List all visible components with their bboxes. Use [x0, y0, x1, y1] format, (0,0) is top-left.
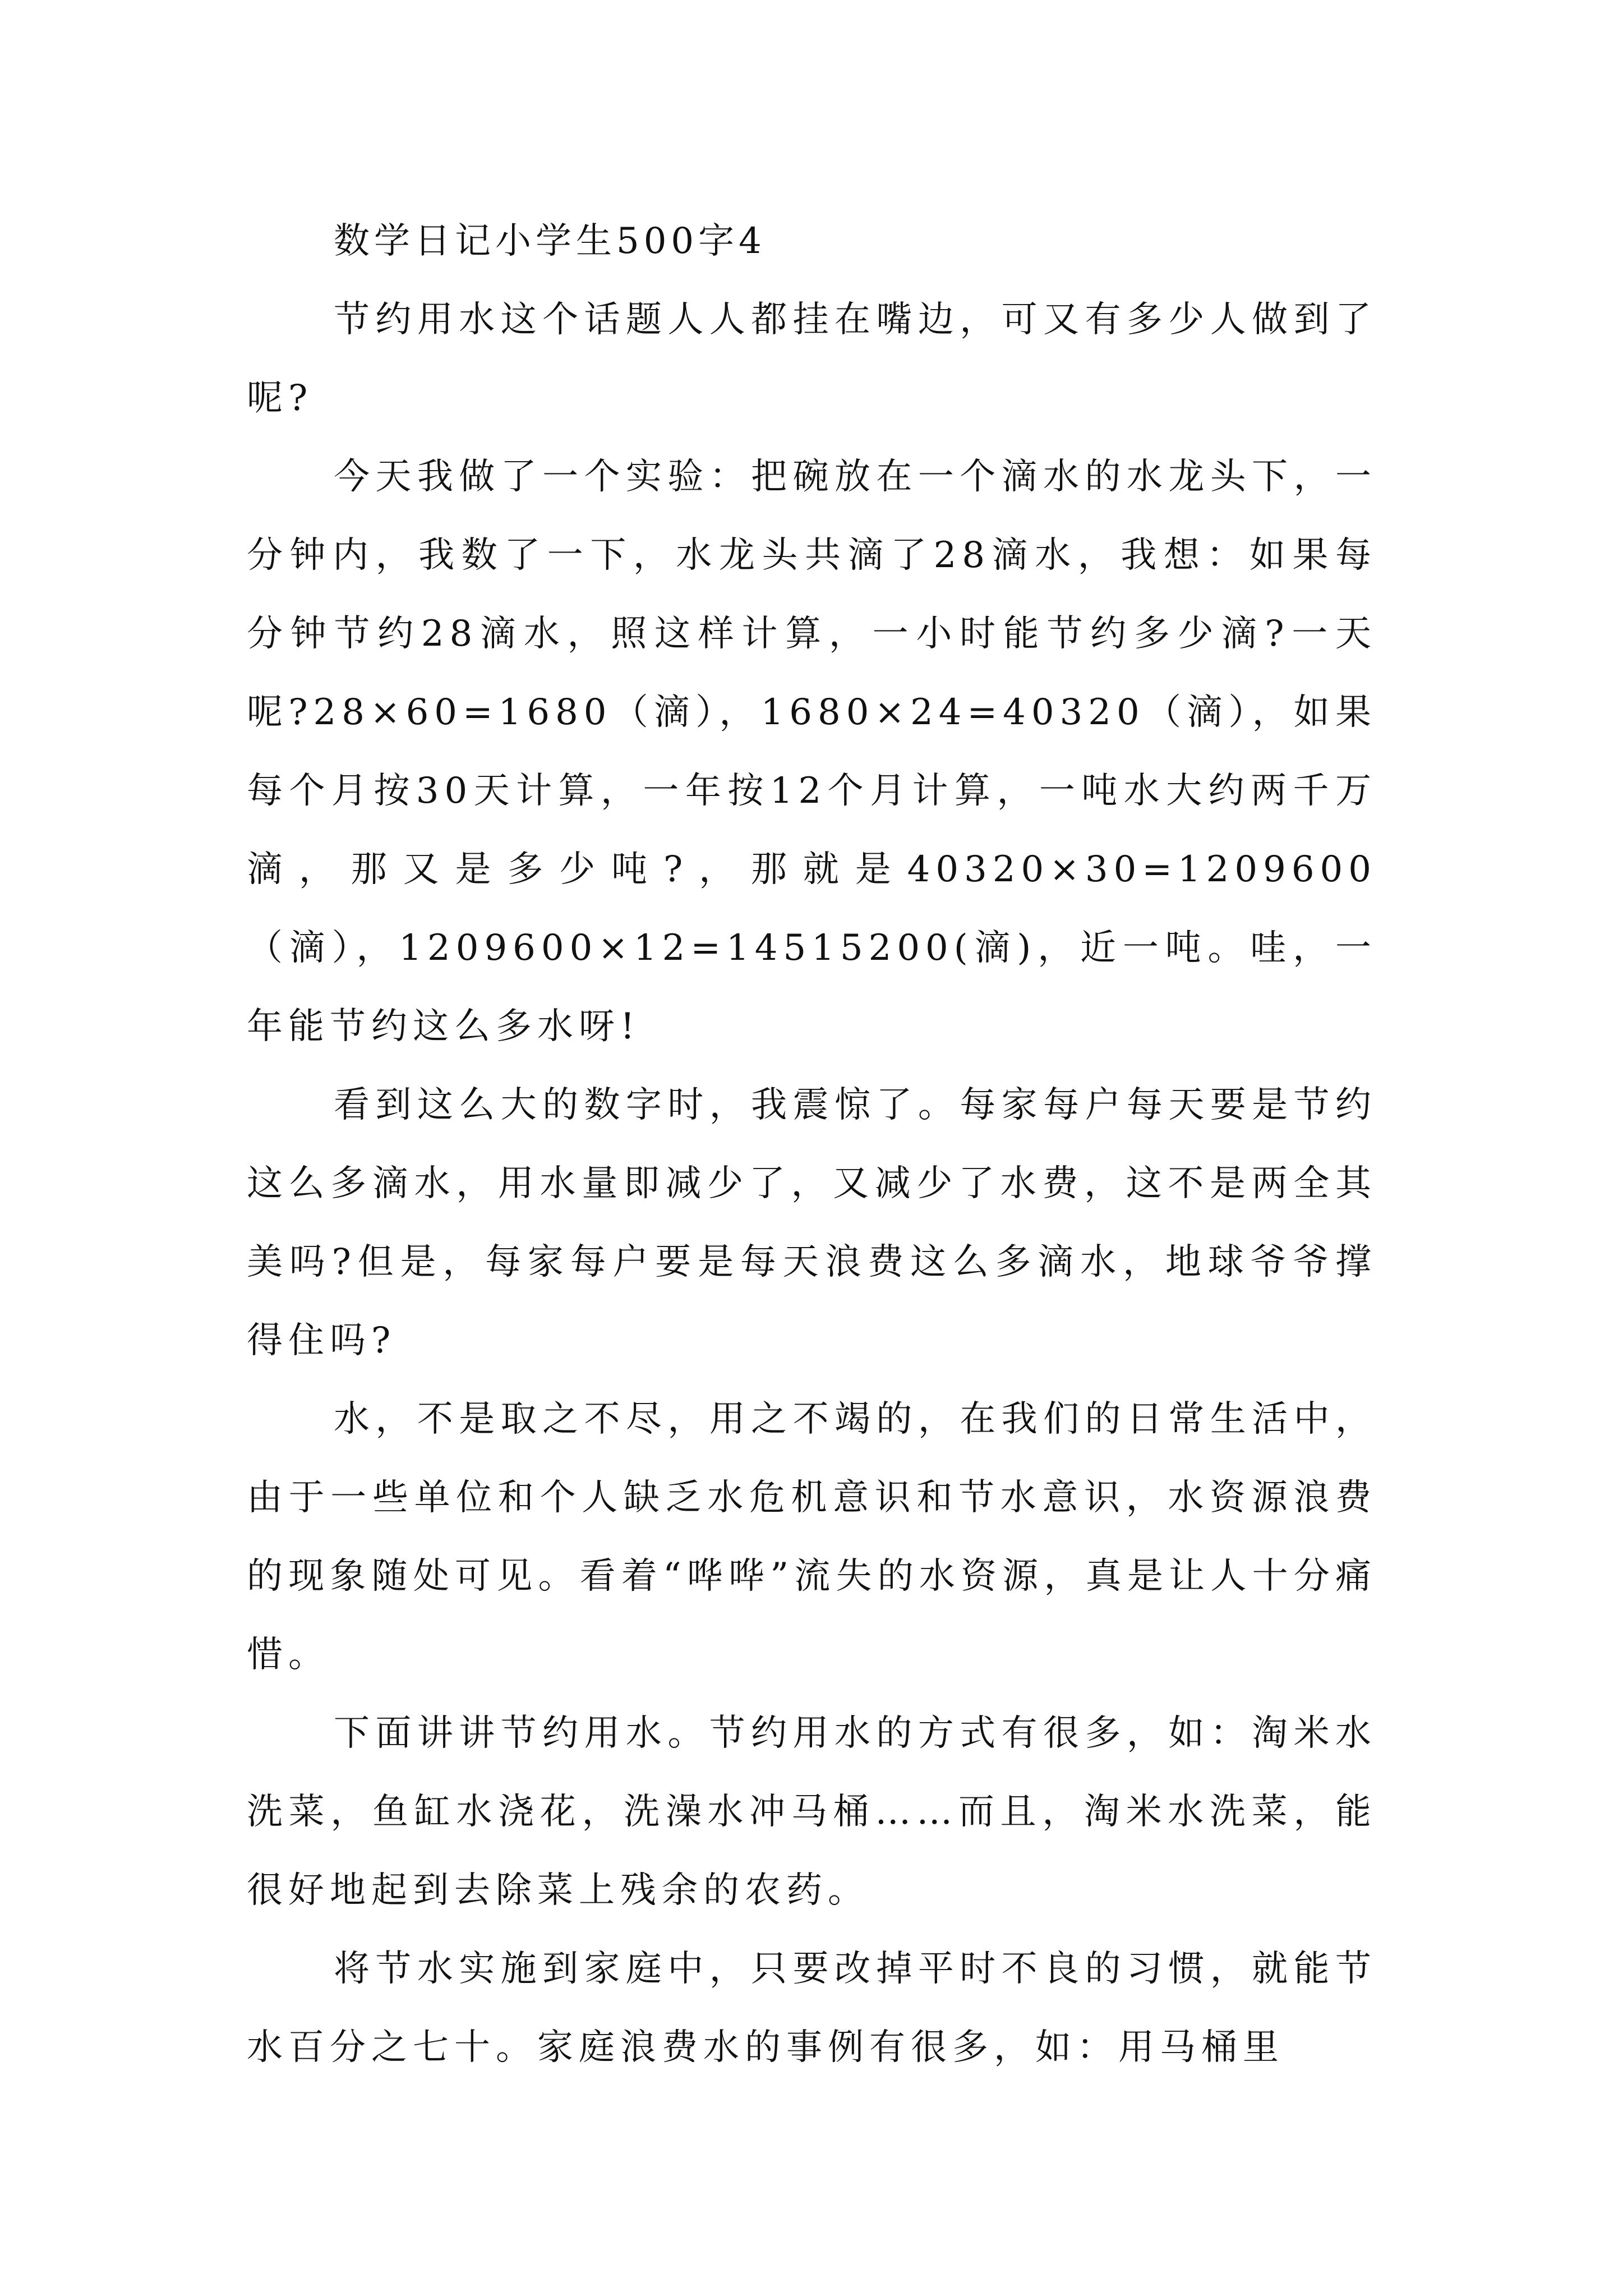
document-title: 数学日记小学生500字4 — [334, 220, 766, 262]
document-body — [247, 202, 1377, 2087]
paragraph-1: 节约用水这个话题人人都挂在嘴边，可又有多少人做到了呢? — [247, 299, 1377, 419]
paragraph-2: 今天我做了一个实验：把碗放在一个滴水的水龙头下，一分钟内，我数了一下，水龙头共滴了28滴水，我想：如果每分钟节约28滴水，照这样计算，一小时能节约多少滴?一天呢?28×60=1680（滴），1680×24=40320（滴），如果每个月按30天计算，一年按12个月计算，一吨水大约两千万滴，那又是多少吨?，那就是40320×30=1209600（滴），1209600×12=14515200(滴)，近一吨。哇，一年能节约这么多水呀! — [247, 456, 1377, 1047]
paragraph-3: 看到这么大的数字时，我震惊了。每家每户每天要是节约这么多滴水，用水量即减少了，又减少了水费，这不是两全其美吗?但是，每家每户要是每天浪费这么多滴水，地球爷爷撑得住吗? — [247, 1084, 1377, 1361]
paragraph-5: 下面讲讲节约用水。节约用水的方式有很多，如：淘米水洗菜，鱼缸水浇花，洗澡水冲马桶……而且，淘米水洗菜，能很好地起到去除菜上残余的农药。 — [247, 1713, 1377, 1911]
paragraph-4: 水，不是取之不尽，用之不竭的，在我们的日常生活中，由于一些单位和个人缺乏水危机意识和节水意识，水资源浪费的现象随处可见。看着“哗哗”流失的水资源，真是让人十分痛惜。 — [247, 1398, 1377, 1676]
paragraph-6: 将节水实施到家庭中，只要改掉平时不良的习惯，就能节水百分之七十。家庭浪费水的事例有很多，如：用马桶里 — [247, 1948, 1377, 2068]
